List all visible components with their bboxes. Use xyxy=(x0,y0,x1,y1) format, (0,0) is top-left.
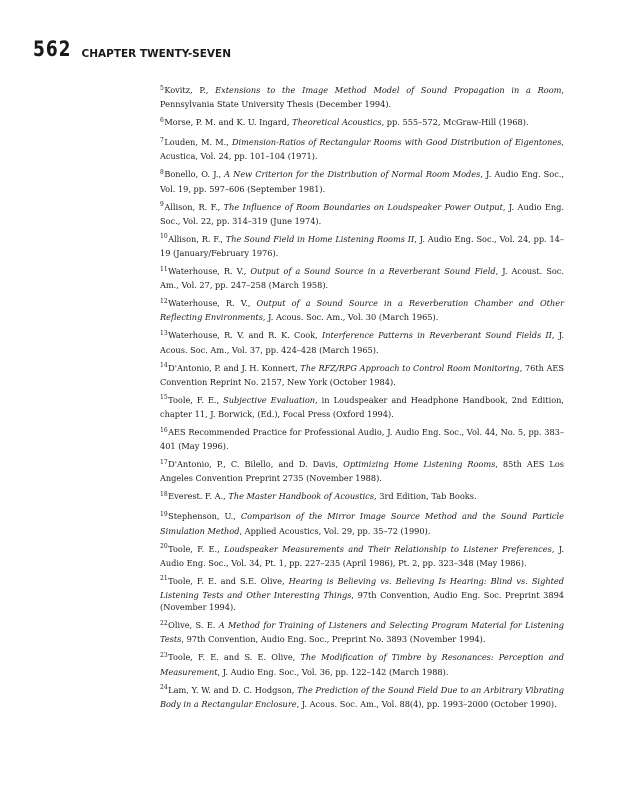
reference-entry xyxy=(160,201,564,227)
reference-entry xyxy=(160,329,564,355)
reference-authors: Olive, S. E. xyxy=(168,620,219,631)
reference-title: Output of a Sound Source in a Reverberant Sound Field xyxy=(250,266,496,277)
reference-number: 10 xyxy=(160,233,168,241)
reference-authors: Toole, F. E., xyxy=(168,394,224,405)
reference-entry xyxy=(160,136,564,162)
reference-authors: D'Antonio, P., C. Bilello, and D. Davis, xyxy=(168,459,344,470)
reference-authors: Allison, R. F., xyxy=(168,233,226,244)
reference-authors: Everest. F. A., xyxy=(168,491,229,502)
reference-title: The Modification of Timbre by Resonances: Perception and Measurement xyxy=(160,652,564,677)
reference-title: The Influence of Room Boundaries on Loudspeaker Power Output xyxy=(223,201,503,212)
page-header xyxy=(33,37,231,62)
reference-title: Extensions to the Image Method Model of Sound Propagation in a Room xyxy=(215,85,562,95)
reference-title: The Prediction of the Sound Field Due to an Arbitrary Vibrating Body in a Rectangular Enclosure xyxy=(160,684,565,709)
reference-authors: Waterhouse, R. V. and R. K. Cook, xyxy=(168,330,322,341)
reference-authors: Toole, F. E. and S. E. Olive, xyxy=(168,652,301,663)
reference-details: , J. Audio Eng. Soc., Vol. 34, Pt. 1, pp. 227–235 (April 1986), Pt. 2, pp. 323–348 (May 1986). xyxy=(160,543,564,568)
reference-authors: Bonello, O. J., xyxy=(164,169,225,180)
reference-details: , 97th Convention, Audio Eng. Soc., Preprint No. 3893 (November 1994). xyxy=(181,634,486,645)
reference-entry xyxy=(160,490,564,504)
reference-details: , 85th AES Los Angeles Convention Preprint 2735 (November 1988). xyxy=(160,459,564,484)
reference-number: 19 xyxy=(160,510,168,518)
reference-entry xyxy=(160,394,564,420)
reference-details: , in Loudspeaker and Headphone Handbook, 2nd Edition, chapter 11, J. Borwick, (Ed.), Focal Press (Oxford 1994). xyxy=(160,394,564,420)
reference-title: Theoretical Acoustics xyxy=(292,117,382,128)
reference-entry xyxy=(160,297,564,323)
reference-title: A Method for Training of Listeners and Selecting Program Material for Listening Tests xyxy=(160,620,564,645)
reference-number: 21 xyxy=(160,575,168,583)
reference-title: Subjective Evaluation xyxy=(223,394,316,405)
reference-details: , J. Acoust. Soc. Am., Vol. 27, pp. 247–258 (March 1958). xyxy=(160,266,564,291)
reference-number: 13 xyxy=(160,329,168,337)
reference-number: 6 xyxy=(160,116,164,124)
reference-authors: Toole, F. E. and S.E. Olive, xyxy=(168,575,289,586)
reference-details: , Acustica, Vol. 24, pp. 101–104 (1971). xyxy=(160,137,565,162)
reference-details: , J. Acous. Soc. Am., Vol. 88(4), pp. 1993–2000 (October 1990). xyxy=(296,698,557,709)
reference-entry xyxy=(160,168,564,194)
reference-authors: Morse, P. M. and K. U. Ingard, xyxy=(164,117,293,128)
reference-number: 11 xyxy=(160,265,168,273)
reference-authors: Waterhouse, R. V., xyxy=(168,266,251,277)
reference-details: , J. Audio Eng. Soc., Vol. 24, pp. 14–19 (January/February 1976). xyxy=(160,233,564,259)
reference-details: , pp. 555–572, McGraw-Hill (1968). xyxy=(381,117,529,128)
reference-title: Hearing is Believing vs. Believing Is Hearing: Blind vs. Sighted Listening Tests and Other Interesting Things xyxy=(160,575,564,601)
reference-number: 15 xyxy=(160,394,168,402)
reference-details: , 76th AES Convention Reprint No. 2157, New York (October 1984). xyxy=(160,362,564,387)
reference-number: 16 xyxy=(160,426,168,434)
reference-authors: Louden, M. M., xyxy=(164,137,232,148)
reference-number: 7 xyxy=(160,136,164,144)
page-number: 562 xyxy=(33,37,72,62)
reference-authors: Allison, R. F., xyxy=(164,201,224,212)
reference-authors: Toole, F. E., xyxy=(168,543,225,554)
reference-authors: D'Antonio, P. and J. H. Konnert, xyxy=(168,362,301,373)
reference-number: 5 xyxy=(160,84,164,92)
reference-title: Comparison of the Mirror Image Source Method and the Sound Particle Simulation Method xyxy=(160,511,564,536)
reference-details: , 97th Convention, Audio Eng. Soc. Preprint 3894 (November 1994). xyxy=(160,590,564,613)
reference-details: , Applied Acoustics, Vol. 29, pp. 35–72 (1990). xyxy=(239,525,431,536)
reference-entry xyxy=(160,619,564,645)
chapter-title: CHAPTER TWENTY-SEVEN xyxy=(81,48,231,60)
reference-details: , J. Audio Eng. Soc., Vol. 36, pp. 122–142 (March 1988). xyxy=(217,666,449,677)
reference-entry xyxy=(160,684,564,710)
reference-entry xyxy=(160,116,564,130)
reference-title: The Sound Field in Home Listening Rooms II xyxy=(225,233,415,244)
reference-details: , J. Acous. Soc. Am., Vol. 37, pp. 424–428 (March 1965). xyxy=(160,330,564,355)
reference-number: 17 xyxy=(160,458,168,466)
reference-entry xyxy=(160,233,564,259)
reference-details: , Pennsylvania State University Thesis (December 1994). xyxy=(160,85,564,110)
reference-list xyxy=(160,84,564,716)
reference-number: 8 xyxy=(160,168,164,176)
reference-number: 9 xyxy=(160,201,164,209)
reference-entry xyxy=(160,84,564,110)
reference-title: The Master Handbook of Acoustics xyxy=(228,491,375,502)
reference-number: 14 xyxy=(160,362,168,370)
reference-authors: AES Recommended Practice for Professional Audio, J. Audio Eng. Soc., Vol. 44, No. 5, pp. 383–401 (May 1996). xyxy=(160,427,564,452)
reference-number: 23 xyxy=(160,651,168,659)
reference-entry xyxy=(160,362,564,388)
reference-entry xyxy=(160,575,564,614)
reference-entry xyxy=(160,543,564,569)
reference-entry xyxy=(160,458,564,484)
reference-entry xyxy=(160,651,564,677)
reference-number: 20 xyxy=(160,543,168,551)
reference-details: , J. Audio Eng. Soc., Vol. 19, pp. 597–606 (September 1981). xyxy=(160,169,564,194)
reference-authors: Lam, Y. W. and D. C. Hodgson, xyxy=(168,684,298,695)
reference-number: 24 xyxy=(160,684,168,692)
reference-title: Optimizing Home Listening Rooms xyxy=(343,459,496,470)
reference-title: Loudspeaker Measurements and Their Relationship to Listener Preferences xyxy=(224,543,552,554)
reference-authors: Kovitz, P., xyxy=(164,85,216,95)
reference-number: 18 xyxy=(160,490,168,498)
reference-title: Dimension-Ratios of Rectangular Rooms with Good Distribution of Eigentones xyxy=(231,137,562,148)
reference-entry xyxy=(160,510,564,536)
reference-details: , J. Acous. Soc. Am., Vol. 30 (March 1965). xyxy=(262,312,439,323)
reference-entry xyxy=(160,426,564,452)
reference-number: 22 xyxy=(160,619,168,627)
reference-title: The RFZ/RPG Approach to Control Room Monitoring xyxy=(300,362,520,373)
reference-authors: Waterhouse, R. V., xyxy=(168,298,257,309)
reference-title: Output of a Sound Source in a Reverberation Chamber and Other Reflecting Environments xyxy=(160,298,564,323)
reference-authors: Stephenson, U., xyxy=(168,511,241,522)
reference-details: , J. Audio Eng. Soc., Vol. 22, pp. 314–319 (June 1974). xyxy=(160,201,564,226)
reference-number: 12 xyxy=(160,297,168,305)
reference-title: Interference Patterns in Reverberant Sound Fields II xyxy=(321,330,552,341)
reference-details: , 3rd Edition, Tab Books. xyxy=(374,491,477,502)
reference-title: A New Criterion for the Distribution of Normal Room Modes xyxy=(224,169,481,180)
reference-entry xyxy=(160,265,564,291)
